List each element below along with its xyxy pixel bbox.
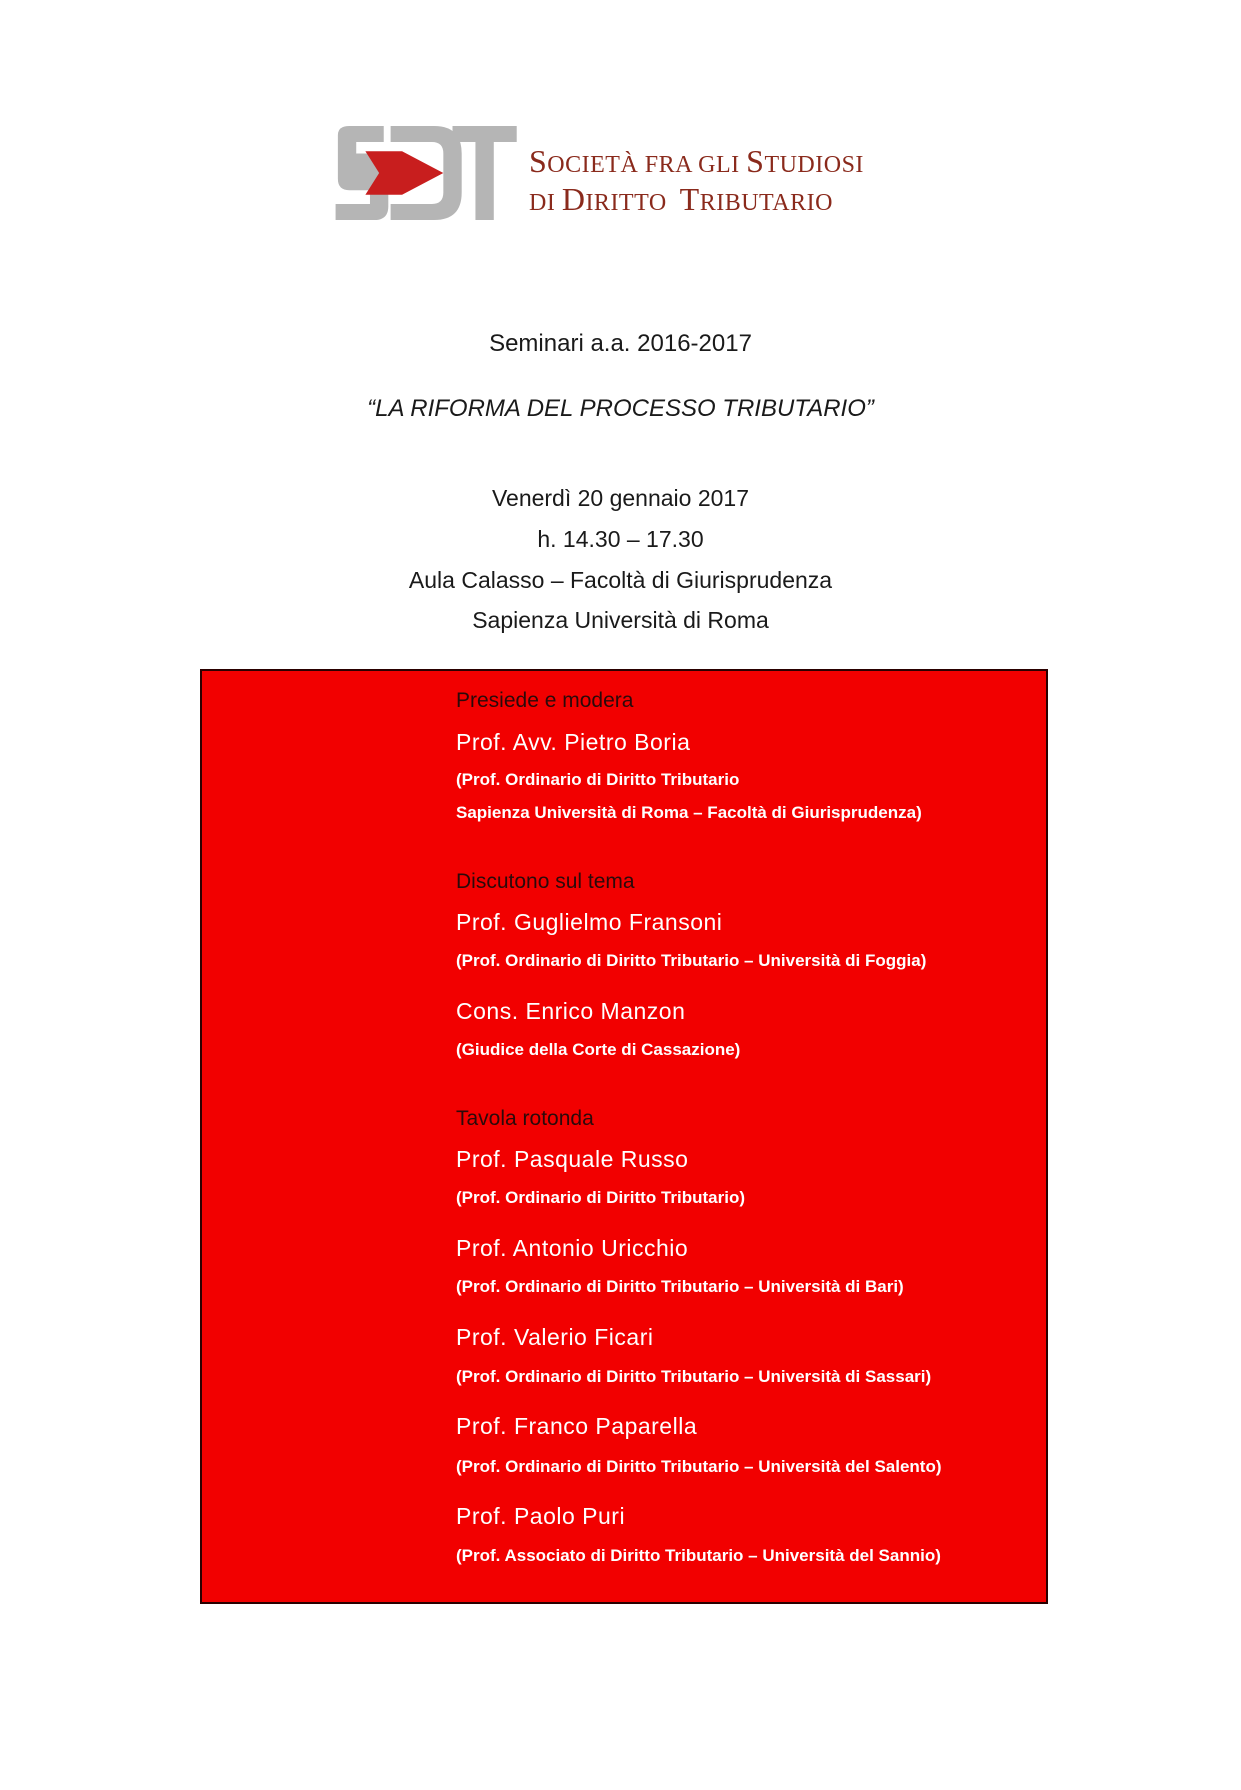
speaker-name: Prof. Pasquale Russo (456, 1146, 689, 1172)
logo-text: IRITTO (585, 190, 680, 216)
event-time: h. 14.30 – 17.30 (537, 526, 704, 552)
speaker-role: (Prof. Associato di Diritto Tributario – Università del Sannio) (456, 1546, 941, 1565)
logo-text: DI (529, 190, 562, 216)
chair-role-line-2: Sapienza Università di Roma – Facoltà di Giurisprudenza) (456, 803, 922, 822)
roundtable-heading: Tavola rotonda (456, 1107, 594, 1130)
speaker-name: Prof. Guglielmo Fransoni (456, 909, 723, 935)
event-date: Venerdì 20 gennaio 2017 (491, 485, 750, 511)
speaker-role: (Prof. Ordinario di Diritto Tributario – Università di Foggia) (456, 951, 927, 970)
chair-heading: Presiede e modera (456, 689, 634, 712)
discussion-heading: Discutono sul tema (456, 870, 635, 893)
speaker-role: (Giudice della Corte di Cassazione) (456, 1040, 741, 1059)
chair-role-line-1: (Prof. Ordinario di Diritto Tributario (456, 770, 740, 789)
program-box (200, 669, 1048, 1604)
event-place: Aula Calasso – Facoltà di Giurisprudenza (408, 567, 833, 593)
logo-letter: T (679, 181, 700, 217)
logo-letter: S (529, 143, 548, 179)
speaker-name: Prof. Paolo Puri (456, 1503, 626, 1529)
speaker-name: Prof. Valerio Ficari (456, 1324, 654, 1350)
speaker-name: Prof. Franco Paparella (456, 1413, 698, 1439)
event-university: Sapienza Università di Roma (472, 607, 769, 633)
seminar-title: “LA RIFORMA DEL PROCESSO TRIBUTARIO” (367, 395, 874, 422)
sdt-logo-wordmark (529, 144, 864, 220)
speaker-name: Prof. Antonio Uricchio (456, 1235, 689, 1261)
chair-name: Prof. Avv. Pietro Boria (456, 729, 691, 755)
logo-line-2 (529, 182, 864, 220)
speaker-role: (Prof. Ordinario di Diritto Tributario – Università del Salento) (456, 1457, 942, 1476)
logo-text: OCIETÀ FRA GLI (547, 152, 747, 178)
logo-letter: S (746, 143, 765, 179)
sdt-logo (333, 122, 933, 222)
speaker-name: Cons. Enrico Manzon (456, 998, 686, 1024)
speaker-role: (Prof. Ordinario di Diritto Tributario) (456, 1188, 745, 1207)
logo-line-1 (529, 144, 864, 182)
seminar-series: Seminari a.a. 2016-2017 (489, 330, 752, 357)
logo-letter: D (561, 181, 586, 217)
speaker-role: (Prof. Ordinario di Diritto Tributario – Università di Sassari) (456, 1367, 932, 1386)
logo-text: TUDIOSI (764, 152, 864, 178)
speaker-role: (Prof. Ordinario di Diritto Tributario – Università di Bari) (456, 1277, 904, 1296)
sdt-logo-mark-icon (333, 126, 517, 220)
logo-text: RIBUTARIO (699, 190, 833, 216)
